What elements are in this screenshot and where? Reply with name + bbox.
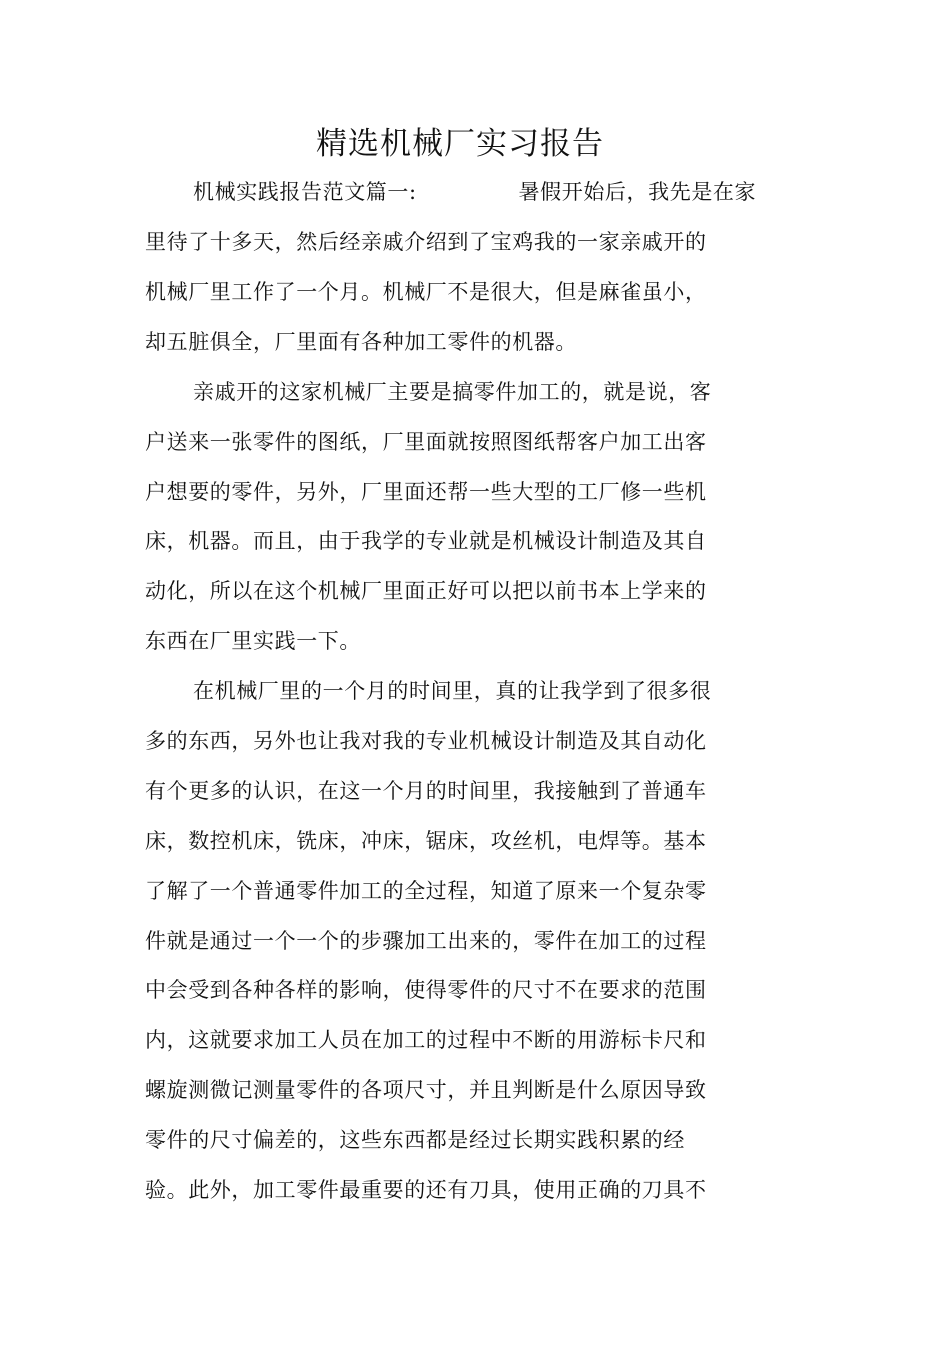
paragraph-line: 零件的尺寸偏差的，这些东西都是经过长期实践积累的经	[145, 1128, 685, 1152]
paragraph-line: 件就是通过一个一个的步骤加工出来的，零件在加工的过程	[145, 929, 707, 953]
paragraph-line: 了解了一个普通零件加工的全过程，知道了原来一个复杂零	[145, 879, 707, 903]
paragraph-line: 床，机器。而且，由于我学的专业就是机械设计制造及其自	[145, 529, 707, 553]
paragraph-line: 户想要的零件，另外，厂里面还帮一些大型的工厂修一些机	[145, 480, 707, 504]
paragraph-line: 螺旋测微记测量零件的各项尺寸，并且判断是什么原因导致	[145, 1078, 707, 1102]
paragraph-line: 机械厂里工作了一个月。机械厂不是很大，但是麻雀虽小，	[145, 280, 707, 304]
paragraph-line: 验。此外，加工零件最重要的还有刀具，使用正确的刀具不	[145, 1178, 707, 1202]
paragraph-line: 动化，所以在这个机械厂里面正好可以把以前书本上学来的	[145, 579, 707, 603]
paragraph-line: 机械实践报告范文篇一: 暑假开始后，我先是在家	[193, 180, 757, 204]
paragraph-line: 亲戚开的这家机械厂主要是搞零件加工的，就是说，客	[193, 380, 712, 404]
paragraph-line: 户送来一张零件的图纸，厂里面就按照图纸帮客户加工出客	[145, 430, 707, 454]
paragraph-line: 床，数控机床，铣床，冲床，锯床，攻丝机，电焊等。基本	[145, 829, 707, 853]
paragraph-line: 有个更多的认识，在这一个月的时间里，我接触到了普通车	[145, 779, 707, 803]
paragraph-line: 在机械厂里的一个月的时间里，真的让我学到了很多很	[193, 679, 712, 703]
paragraph-line: 内，这就要求加工人员在加工的过程中不断的用游标卡尺和	[145, 1028, 707, 1052]
paragraph-line: 东西在厂里实践一下。	[145, 629, 361, 653]
paragraph-line: 中会受到各种各样的影响，使得零件的尺寸不在要求的范围	[145, 978, 707, 1002]
paragraph-line: 里待了十多天，然后经亲戚介绍到了宝鸡我的一家亲戚开的	[145, 230, 707, 254]
paragraph-line: 却五脏俱全，厂里面有各种加工零件的机器。	[145, 330, 577, 354]
document-title: 精选机械厂实习报告	[316, 126, 604, 162]
paragraph-line: 多的东西，另外也让我对我的专业机械设计制造及其自动化	[145, 729, 707, 753]
